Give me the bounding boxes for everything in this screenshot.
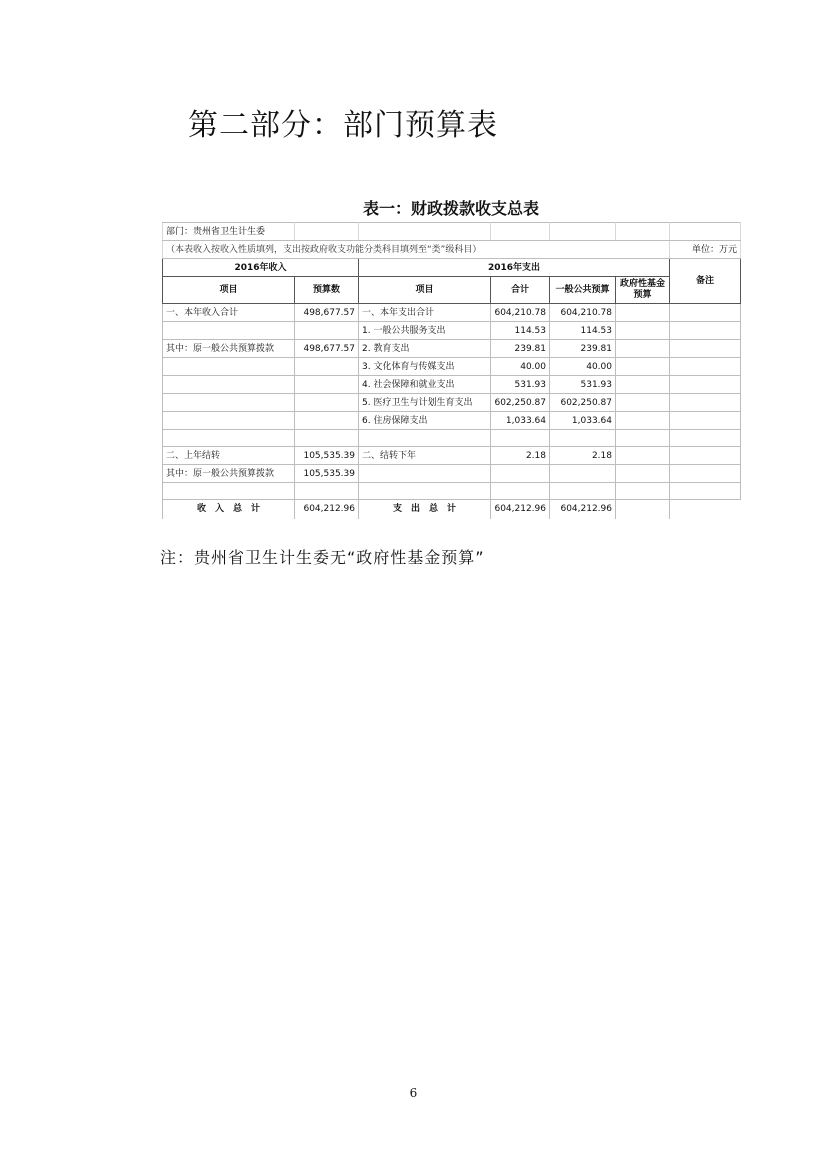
fund-budget-cell [616, 447, 670, 465]
general-budget-cell: 1,033.64 [550, 412, 616, 430]
general-budget-cell: 114.53 [550, 322, 616, 340]
fund-budget-cell [616, 412, 670, 430]
expense-item-cell: 二、结转下年 [359, 447, 491, 465]
income-budget-cell: 498,677.57 [295, 340, 359, 358]
fund-budget-cell [616, 304, 670, 322]
income-item-cell: 二、上年结转 [163, 447, 295, 465]
table-note: 注：贵州省卫生计生委无“政府性基金预算” [160, 548, 485, 567]
expense-item-cell: 2. 教育支出 [359, 340, 491, 358]
income-budget-cell: 105,535.39 [295, 465, 359, 483]
total-cell: 40.00 [491, 358, 550, 376]
fund-budget-cell [616, 340, 670, 358]
income-item-cell [163, 430, 295, 447]
expense-total-label: 支 出 总 计 [359, 500, 491, 519]
expense-header: 2016年支出 [359, 259, 670, 277]
general-budget-cell: 602,250.87 [550, 394, 616, 412]
remarks-cell [670, 430, 741, 447]
expense-item-cell [359, 430, 491, 447]
table-row [163, 304, 741, 322]
total-cell: 1,033.64 [491, 412, 550, 430]
income-item-cell [163, 483, 295, 500]
table-row [163, 483, 741, 500]
remarks-cell [670, 340, 741, 358]
page-number: 6 [409, 1086, 418, 1100]
table-row [163, 358, 741, 376]
fund-budget-cell [616, 465, 670, 483]
expense-total-value: 604,212.96 [491, 500, 550, 519]
expense-item-cell: 6. 住房保障支出 [359, 412, 491, 430]
expense-item-cell: 3. 文化体育与传媒支出 [359, 358, 491, 376]
general-budget-cell [550, 465, 616, 483]
unit-label: 单位：万元 [670, 241, 741, 259]
income-total-label: 收 入 总 计 [163, 500, 295, 519]
fund-budget-cell [616, 394, 670, 412]
fund-budget-cell [616, 430, 670, 447]
table-row [163, 412, 741, 430]
income-header: 2016年收入 [163, 259, 359, 277]
general-total-value: 604,212.96 [550, 500, 616, 519]
income-budget-cell [295, 394, 359, 412]
table-title: 表一：财政拨款收支总表 [362, 199, 539, 218]
income-budget-header: 预算数 [295, 277, 359, 304]
remarks-header: 备注 [670, 259, 741, 304]
expense-item-cell: 1. 一般公共服务支出 [359, 322, 491, 340]
fund-budget-header: 政府性基金预算 [616, 277, 670, 304]
fund-budget-cell [616, 483, 670, 500]
general-budget-cell: 531.93 [550, 376, 616, 394]
income-budget-cell: 498,677.57 [295, 304, 359, 322]
general-budget-cell: 40.00 [550, 358, 616, 376]
income-total-value: 604,212.96 [295, 500, 359, 519]
total-cell: 114.53 [491, 322, 550, 340]
table-row [163, 376, 741, 394]
income-budget-cell [295, 358, 359, 376]
table-row [163, 340, 741, 358]
fund-budget-cell [616, 358, 670, 376]
remarks-cell [670, 322, 741, 340]
expense-item-cell [359, 483, 491, 500]
table-row [163, 465, 741, 483]
remarks-cell [670, 412, 741, 430]
section-title: 第二部分：部门预算表 [188, 108, 498, 143]
general-budget-header: 一般公共预算 [550, 277, 616, 304]
income-item-header: 项目 [163, 277, 295, 304]
general-budget-cell [550, 430, 616, 447]
budget-summary-table [162, 222, 741, 519]
expense-item-cell: 5. 医疗卫生与计划生育支出 [359, 394, 491, 412]
department-label: 部门：贵州省卫生计生委 [163, 223, 295, 241]
total-cell: 2.18 [491, 447, 550, 465]
table-row [163, 430, 741, 447]
income-item-cell [163, 394, 295, 412]
instruction-row [163, 241, 741, 259]
remarks-cell [670, 394, 741, 412]
table-row [163, 447, 741, 465]
income-item-cell: 其中：原一般公共预算拨款 [163, 340, 295, 358]
general-budget-cell: 2.18 [550, 447, 616, 465]
remarks-cell [670, 483, 741, 500]
income-budget-cell [295, 376, 359, 394]
remarks-cell [670, 358, 741, 376]
expense-item-cell [359, 465, 491, 483]
expense-item-cell: 4. 社会保障和就业支出 [359, 376, 491, 394]
table-row [163, 322, 741, 340]
total-cell: 602,250.87 [491, 394, 550, 412]
total-cell: 239.81 [491, 340, 550, 358]
remarks-cell [670, 376, 741, 394]
total-cell [491, 465, 550, 483]
department-row [163, 223, 741, 241]
income-item-cell [163, 376, 295, 394]
total-cell [491, 430, 550, 447]
period-header-row [163, 259, 741, 277]
total-cell [491, 483, 550, 500]
remarks-cell [670, 465, 741, 483]
income-item-cell [163, 358, 295, 376]
total-cell: 531.93 [491, 376, 550, 394]
total-cell: 604,210.78 [491, 304, 550, 322]
income-budget-cell [295, 412, 359, 430]
totals-row [163, 500, 741, 519]
income-budget-cell [295, 430, 359, 447]
expense-item-cell: 一、本年支出合计 [359, 304, 491, 322]
general-budget-cell [550, 483, 616, 500]
fund-budget-cell [616, 322, 670, 340]
income-item-cell: 其中：原一般公共预算拨款 [163, 465, 295, 483]
income-item-cell: 一、本年收入合计 [163, 304, 295, 322]
general-budget-cell: 239.81 [550, 340, 616, 358]
income-budget-cell [295, 322, 359, 340]
income-budget-cell: 105,535.39 [295, 447, 359, 465]
table-row [163, 394, 741, 412]
general-budget-cell: 604,210.78 [550, 304, 616, 322]
income-item-cell [163, 412, 295, 430]
total-header: 合计 [491, 277, 550, 304]
income-item-cell [163, 322, 295, 340]
fund-budget-cell [616, 376, 670, 394]
remarks-cell [670, 304, 741, 322]
table-instruction: （本表收入按收入性质填列，支出按政府收支功能分类科目填列至“类”级科目） [163, 241, 670, 259]
remarks-cell [670, 447, 741, 465]
column-header-row [163, 277, 741, 304]
income-budget-cell [295, 483, 359, 500]
expense-item-header: 项目 [359, 277, 491, 304]
